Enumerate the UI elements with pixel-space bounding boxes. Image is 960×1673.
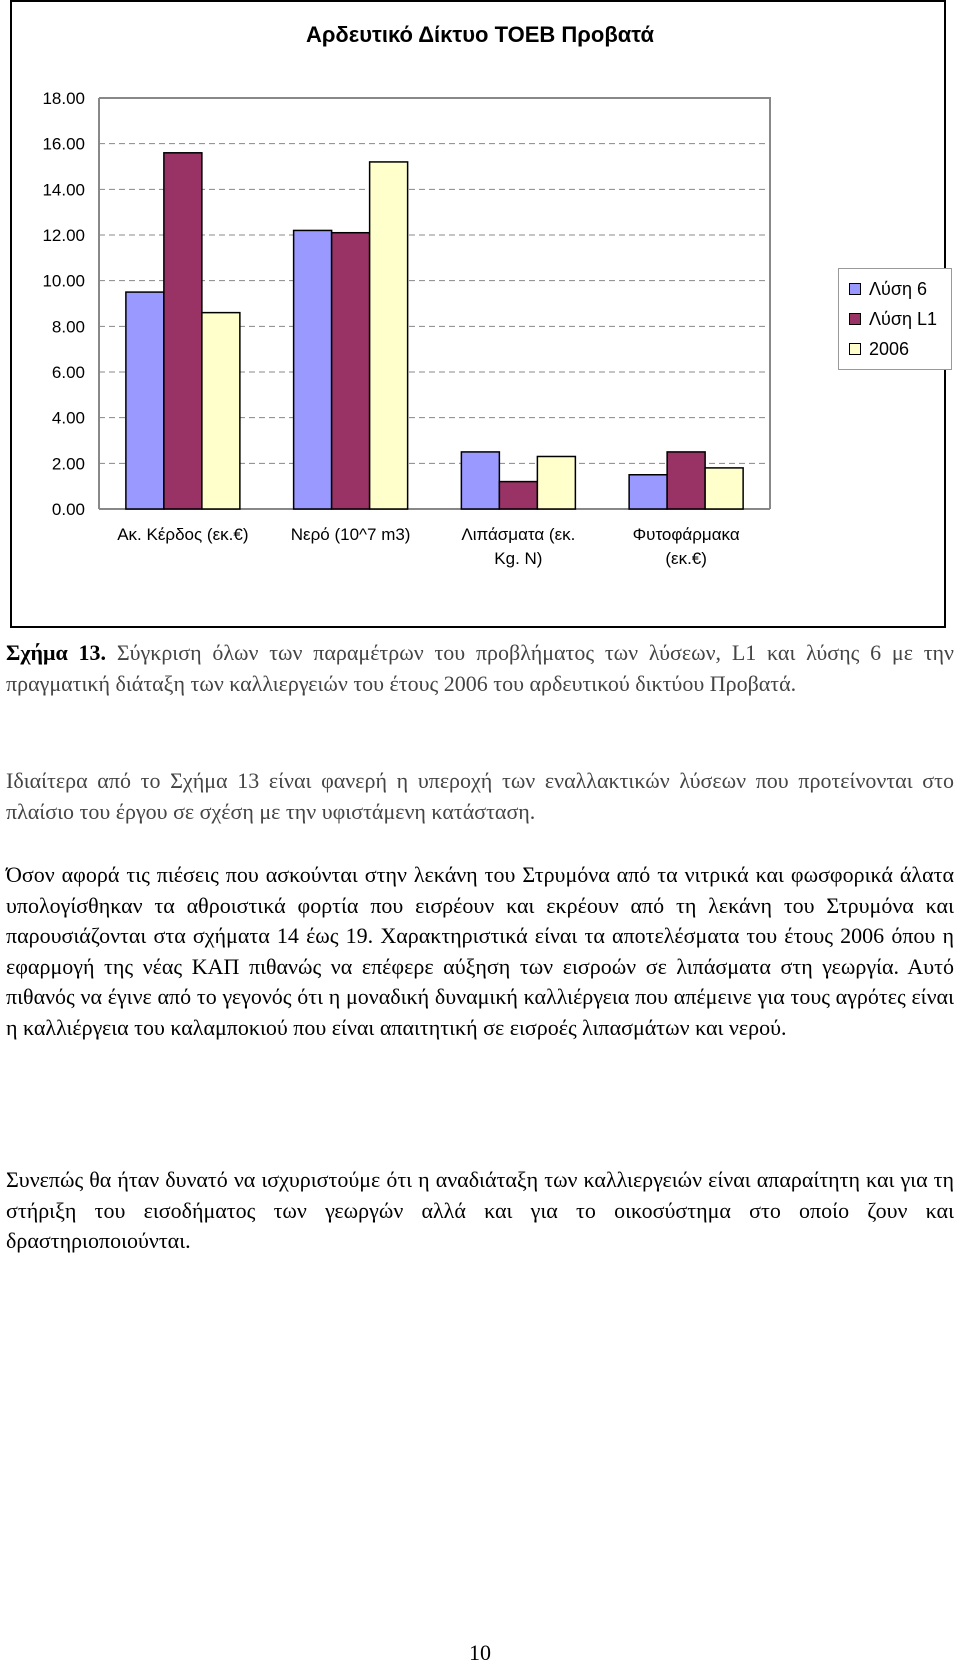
paragraph-3: Συνεπώς θα ήταν δυνατό να ισχυριστούμε ότι η αναδιάταξη των καλλιεργειών είναι απαραίτητη και για τη στήριξη του εισοδήματος των γεωργών αλλά και για το οικοσύστημα στο οποίο ζουν και δραστηριοποιούνται. — [6, 1167, 954, 1253]
x-tick-label-3-0: Φυτοφάρμακα — [632, 525, 740, 544]
y-tick-label-0: 0.00 — [51, 500, 85, 519]
y-tick-label-1: 2.00 — [51, 454, 85, 474]
caption-label: Σχήμα 13. — [6, 640, 107, 665]
y-tick-label-2: 4.00 — [51, 408, 85, 428]
bar-1-0 — [164, 153, 202, 509]
bar-0-0 — [126, 292, 164, 509]
y-tick-label-4: 8.00 — [51, 317, 85, 337]
page-number: 10 — [469, 1640, 491, 1665]
y-tick-label-7: 14.00 — [42, 180, 85, 200]
chart-legend — [838, 268, 952, 370]
bar-2-1 — [370, 162, 408, 509]
bar-2-3 — [705, 468, 743, 509]
legend-swatch-2 — [849, 343, 861, 355]
paragraph-1: Ιδιαίτερα από το Σχήμα 13 είναι φανερή η υπεροχή των εναλλακτικών λύσεων που προτείνονται στο πλαίσιο του έργου σε σχέση με την υφιστάμενη κατάσταση. — [6, 768, 954, 824]
legend-swatch-1 — [849, 313, 861, 325]
bar-0-3 — [629, 475, 667, 509]
bar-1-2 — [499, 482, 537, 509]
x-tick-label-2-1: Kg. N) — [494, 549, 543, 568]
legend-label-1: Λύση L1 — [869, 308, 938, 329]
x-tick-label-1-0: Νερό (10^7 m3) — [290, 525, 411, 544]
x-tick-label-2-0: Λιπάσματα (εκ. — [461, 525, 576, 544]
y-tick-label-8: 16.00 — [42, 134, 85, 154]
legend-label-0: Λύση 6 — [869, 278, 927, 299]
chart-frame — [10, 0, 946, 628]
bar-1-3 — [667, 452, 705, 509]
y-tick-label-6: 12.00 — [42, 226, 85, 245]
y-tick-label-5: 10.00 — [42, 271, 85, 291]
legend-item-series-2 — [849, 337, 909, 361]
y-tick-label-9: 18.00 — [42, 89, 85, 108]
figure-caption — [6, 638, 954, 699]
bar-0-2 — [461, 452, 499, 509]
y-tick-label-3: 6.00 — [51, 363, 85, 382]
bar-0-1 — [294, 230, 332, 509]
paragraph-2-text: Όσον αφορά τις πιέσεις που ασκούνται στην λεκάνη του Στρυμόνα από τα νιτρικά και φωσφορικά άλατα υπολογίσθηκαν τα αθροιστικά φορτία που εισρέουν και εκρέουν από τη λεκάνη του Στρυμόνα και παρουσιάζονται στα σχήματα 14 έως 19. Χαρακτηριστικά είναι τα αποτελέσματα του έτους 2006 όπου η εφαρμογή της νέας ΚΑΠ πιθανώς να επέφερε αύξηση των εισροών σε λιπάσματα στη γεωργία. Αυτό πιθανός να έγινε από το γεγονός ότι η μοναδική δυναμική καλλιέργεια που απέμεινε για τους αγρότες είναι η καλλιέργεια του καλαμποκιού που είναι απαιτητική σε εισροές λιπασμάτων και νερού. — [6, 862, 954, 1040]
caption-text: Σύγκριση όλων των παραμέτρων του προβλήματος των λύσεων, L1 και λύσης 6 με την πραγματική διάταξη των καλλιεργειών του έτους 2006 του αρδευτικού δικτύου Προβατά. — [6, 640, 954, 696]
legend-item-series-1 — [849, 307, 937, 331]
bar-2-0 — [202, 313, 240, 509]
legend-label-2: 2006 — [869, 338, 910, 359]
x-tick-label-3-1: (εκ.€) — [665, 549, 707, 568]
chart-title: Αρδευτικό Δίκτυο ΤΟΕΒ Προβατά — [305, 22, 655, 47]
x-tick-label-0-0: Ακ. Κέρδος (εκ.€) — [117, 525, 249, 544]
legend-item-series-0 — [849, 277, 927, 301]
paragraph-2 — [6, 860, 954, 1043]
legend-swatch-0 — [849, 283, 861, 295]
bar-chart — [12, 2, 948, 630]
bar-2-2 — [537, 456, 575, 509]
bar-1-1 — [332, 233, 370, 509]
